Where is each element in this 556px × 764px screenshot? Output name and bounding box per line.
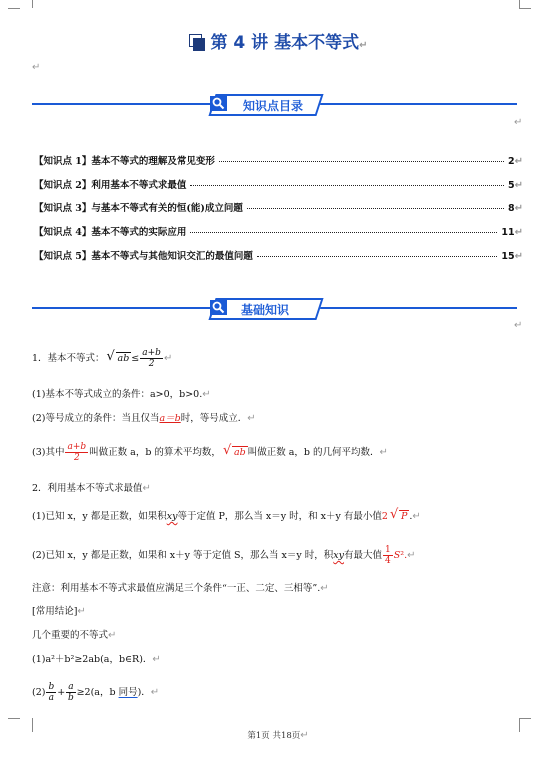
toc-leader-dots	[190, 232, 497, 233]
toc-entry-label: 【知识点 3】与基本不等式有关的恒(能)成立问题	[34, 203, 243, 214]
line-max-value: (2)已知 x，y 都是正数，如果和 x＋y 等于定值 S，那么当 x＝y 时，积xy有最大值 $\frac{1}{4}$ S².↵	[32, 545, 416, 566]
section-rule-left	[32, 103, 216, 105]
toc-entry-label: 【知识点 2】利用基本不等式求最值	[34, 180, 187, 191]
text: P	[400, 511, 408, 522]
text: xy	[333, 550, 345, 561]
crop-mark-top-right-h	[519, 8, 531, 9]
crop-mark-bottom-right-h	[519, 718, 531, 719]
text: 有最大值	[344, 550, 383, 561]
toc-entry-page: 15	[501, 251, 515, 262]
fraction	[46, 682, 56, 703]
line-min-value: (1)已知 x，y 都是正数，如果积xy等于定值 P，那么当 x＝y 时，和 x＋y 有最小值2 √ P .↵	[32, 507, 421, 522]
denominator: b	[68, 693, 74, 703]
toc-leader-dots	[257, 256, 497, 257]
toc-entry[interactable]: 【知识点 2】利用基本不等式求最值 5 ↵	[34, 177, 523, 191]
crop-mark-bottom-left-h	[8, 718, 20, 719]
crop-mark-top-left	[20, 0, 33, 8]
toc-entry-page: 2	[507, 156, 515, 167]
text: .	[409, 511, 413, 522]
text: (3)其中	[32, 447, 65, 458]
highlight: a＝b	[159, 413, 181, 424]
fraction	[65, 442, 88, 463]
paragraph-mark: ↵	[32, 62, 41, 73]
fraction	[66, 682, 75, 703]
text: )．	[137, 687, 151, 698]
crop-mark-top-right	[519, 0, 532, 8]
line-common-conclusions: [常用结论]↵	[32, 606, 86, 617]
line-basic-inequality: 1．基本不等式： √ ab ≤ $\frac{a+b}{2}$ ↵	[32, 348, 173, 369]
text: (1)已知 x，y 都是正数，如果积	[32, 511, 167, 522]
search-icon	[210, 300, 227, 315]
text: (1)基本不等式成立的条件：a>0，b>0.	[32, 389, 203, 400]
text: (2)	[32, 687, 46, 698]
sqrt-expression: √ ab	[222, 443, 246, 458]
section-rule-right	[320, 307, 517, 309]
text: 等于定值 P，那么当 x＝y 时，和 x＋y 有最小值	[177, 511, 382, 522]
denominator: 4	[385, 556, 391, 566]
paragraph-mark: ↵	[514, 117, 523, 128]
toc-entry-page: 11	[501, 227, 515, 238]
highlight: S	[393, 550, 401, 561]
title-square-icon	[189, 34, 205, 50]
sqrt-expression: √ P	[389, 507, 408, 522]
text: 叫做正数 a，b 的几何平均数．	[247, 447, 380, 458]
section-title-basics: 基础知识	[241, 303, 290, 317]
text: 注意：利用基本不等式求最值应满足三个条件“一正、二定、三相等”.	[32, 583, 321, 594]
text: ab	[117, 353, 130, 364]
line-important-inequalities: 几个重要的不等式↵	[32, 630, 117, 641]
denominator: 2	[148, 359, 155, 369]
page-number: 第1页 共18页	[247, 731, 301, 741]
toc-entry-label: 【知识点 1】基本不等式的理解及常见变形	[34, 156, 215, 167]
text: +	[57, 687, 66, 698]
page-footer: 第1页 共18页↵	[247, 730, 309, 741]
text: 时，等号成立．	[180, 413, 248, 424]
line-extremum-title: 2．利用基本不等式求最值↵	[32, 483, 151, 494]
denominator: 2	[73, 453, 80, 463]
paragraph-mark: ↵	[514, 320, 523, 331]
toc-entry-label: 【知识点 5】基本不等式与其他知识交汇的最值问题	[34, 251, 253, 262]
text: 2．利用基本不等式求最值	[32, 483, 143, 494]
text: (1)a²＋b²≥2ab(a，b∈R)．	[32, 654, 153, 665]
line-note: 注意：利用基本不等式求最值应满足三个条件“一正、二定、三相等”.↵	[32, 583, 329, 594]
sqrt-expression: √ ab	[106, 349, 130, 364]
toc-entry-page: 8	[507, 203, 515, 214]
line-inequality-1: (1)a²＋b²≥2ab(a，b∈R)．↵	[32, 654, 161, 665]
toc-entry[interactable]: 【知识点 4】基本不等式的实际应用 11 ↵	[34, 224, 523, 238]
text: 同号	[118, 687, 138, 698]
fraction	[140, 348, 163, 369]
text: ≥2(a，b	[76, 687, 119, 698]
toc-leader-dots	[190, 185, 504, 186]
text: 叫做正数 a，b 的算术平均数，	[89, 447, 221, 458]
text: ab	[233, 447, 246, 458]
toc-entry-label: 【知识点 4】基本不等式的实际应用	[34, 227, 187, 238]
toc-leader-dots	[219, 161, 504, 162]
toc-entry[interactable]: 【知识点 5】基本不等式与其他知识交汇的最值问题 15 ↵	[34, 248, 523, 262]
line-equality: (2)等号成立的条件：当且仅当a＝b时，等号成立．↵	[32, 413, 256, 424]
text: (2)等号成立的条件：当且仅当	[32, 413, 160, 424]
text: xy	[166, 511, 178, 522]
numerator: 1	[385, 545, 391, 555]
search-icon	[210, 96, 227, 111]
highlight: ².	[400, 550, 408, 561]
fraction	[383, 545, 393, 566]
section-rule-right	[320, 103, 517, 105]
toc-entry[interactable]: 【知识点 3】与基本不等式有关的恒(能)成立问题 8 ↵	[34, 200, 523, 214]
line-condition: (1)基本不等式成立的条件：a>0，b>0.↵	[32, 389, 211, 400]
text: (2)已知 x，y 都是正数，如果和 x＋y 等于定值 S，那么当 x＝y 时，积	[32, 550, 334, 561]
toc-entry[interactable]: 【知识点 1】基本不等式的理解及常见变形 2 ↵	[34, 153, 523, 167]
text: ≤	[131, 353, 140, 364]
numerator: a	[68, 682, 74, 692]
text: 几个重要的不等式	[32, 630, 109, 641]
crop-mark-top-left-h	[8, 8, 20, 9]
toc-leader-dots	[247, 208, 504, 209]
toc-entry-page: 5	[507, 180, 515, 191]
page-title: 第 4 讲 基本不等式↵	[0, 28, 556, 53]
line-means: (3)其中 $\frac{a+b}{2}$ 叫做正数 a，b 的算术平均数， √ ab 叫做正数 a，b 的几何平均数．↵	[32, 442, 388, 463]
text: [常用结论]	[32, 606, 78, 617]
denominator: a	[48, 693, 55, 703]
section-rule-left	[32, 307, 216, 309]
highlight: 2	[381, 511, 388, 522]
numerator: a+b	[67, 442, 87, 452]
section-title-toc: 知识点目录	[243, 99, 304, 113]
text: 1．基本不等式：	[32, 353, 105, 364]
line-inequality-2: (2) $\frac{b}{a}$ + $\frac{a}{b}$ ≥2(a，b 同号)．↵	[32, 682, 160, 703]
numerator: a+b	[142, 348, 161, 358]
numerator: b	[48, 682, 55, 692]
